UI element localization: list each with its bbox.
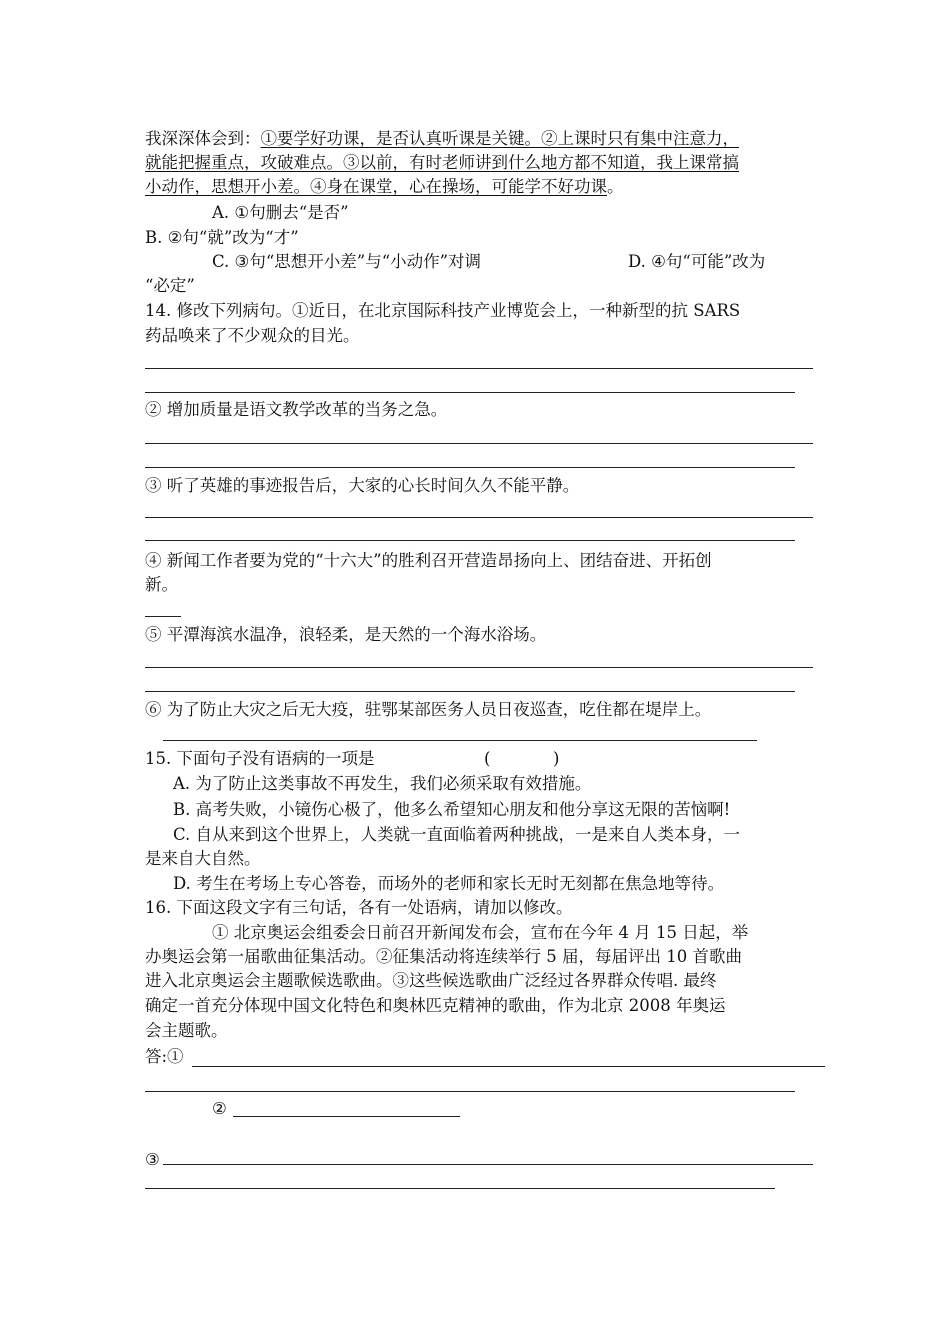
q15-title: 15. 下面句子没有语病的一项是 (145, 749, 375, 768)
q13-option-b: B. ②句“就”改为“才” (145, 228, 299, 247)
q15-option-a: A. 为了防止这类事故不再发生，我们必须采取有效措施。 (173, 774, 592, 793)
q13-stem-end: 。 (607, 177, 624, 196)
answer-line (145, 443, 813, 444)
q13-option-c: C. ③句“思想开小差”与“小动作”对调 (212, 252, 482, 271)
q15-option-c-line-2: 是来自大自然。 (145, 849, 261, 868)
q15-option-b: B. 高考失败，小镜伤心极了，他多么希望知心朋友和他分享这无限的苦恼啊! (173, 800, 731, 819)
answer-line (145, 368, 813, 369)
q14-sentence-2: ② 增加质量是语文教学改革的当务之急。 (145, 400, 448, 419)
q16-answer-3-label: ③ (145, 1150, 160, 1169)
q14-sentence-5: ⑤ 平潭海滨水温净，浪轻柔，是天然的一个海水浴场。 (145, 625, 547, 644)
q15-answer-paren-close: ) (553, 749, 560, 768)
answer-line (163, 1164, 813, 1165)
answer-line (145, 667, 813, 668)
answer-line (145, 392, 795, 393)
q15-answer-paren-open: ( (484, 749, 491, 768)
q13-stem-underlined-1: ①要学好功课，是否认真听课是关键。②上课时只有集中注意力， (260, 129, 739, 148)
q14-sentence-4-line-2: 新。 (145, 575, 178, 594)
q13-stem-lead: 我深深体会到： (145, 129, 261, 148)
answer-line (233, 1116, 460, 1117)
answer-line (145, 540, 795, 541)
q16-title: 16. 下面这段文字有三句话，各有一处语病，请加以修改。 (145, 898, 573, 917)
answer-line (145, 691, 795, 692)
q15-option-c-line-1: C. 自从来到这个世界上，人类就一直面临着两种挑战，一是来自人类本身，一 (173, 825, 741, 844)
q14-sentence-3: ③ 听了英雄的事迹报告后，大家的心长时间久久不能平静。 (145, 476, 580, 495)
q13-stem-underlined-3: 小动作，思想开小差。④身在课堂，心在操场，可能学不好功课 (145, 177, 607, 196)
answer-line (145, 1091, 795, 1092)
q16-passage-line-1: ① 北京奥运会组委会日前召开新闻发布会，宣布在今年 4 月 15 日起，举 (212, 923, 749, 942)
answer-line (145, 616, 181, 617)
answer-line (145, 517, 813, 518)
q14-title-2: 药品唤来了不少观众的目光。 (145, 326, 360, 345)
q14-sentence-6: ⑥ 为了防止大灾之后无大疫，驻鄂某部医务人员日夜巡查，吃住都在堤岸上。 (145, 700, 712, 719)
q13-stem-line-3 (145, 174, 624, 200)
q13-option-d: D. ④句“可能”改为 (628, 252, 766, 271)
q16-passage-line-2: 办奥运会第一届歌曲征集活动。②征集活动将连续举行 5 届，每届评出 10 首歌曲 (145, 947, 742, 966)
q15-title-line (145, 746, 375, 772)
answer-line (192, 1066, 825, 1067)
answer-line (145, 467, 795, 468)
q13-option-d-cont: “必定” (145, 276, 195, 295)
q16-passage-line-4: 确定一首充分体现中国文化特色和奥林匹克精神的歌曲，作为北京 2008 年奥运 (145, 996, 726, 1015)
q13-stem-underlined-2: 就能把握重点，攻破难点。③以前，有时老师讲到什么地方都不知道，我上课常搞 (145, 153, 739, 172)
q13-stem-line-2 (145, 150, 739, 176)
q14-sentence-4-line-1: ④ 新闻工作者要为党的“十六大”的胜利召开营造昂扬向上、团结奋进、开拓创 (145, 551, 712, 570)
q13-option-a: A. ①句删去“是否” (212, 203, 349, 222)
answer-line (145, 1188, 775, 1189)
q16-answer-1-label: 答:① (145, 1047, 184, 1066)
q13-stem-line-1 (145, 126, 739, 152)
answer-line (163, 740, 757, 741)
q16-passage-line-3: 进入北京奥运会主题歌候选歌曲。③这些候选歌曲广泛经过各界群众传唱. 最终 (145, 971, 717, 990)
q14-title-1: 14. 修改下列病句。①近日，在北京国际科技产业博览会上，一种新型的抗 SARS (145, 301, 741, 320)
q16-answer-2-label: ② (212, 1099, 227, 1118)
q15-option-d: D. 考生在考场上专心答卷，而场外的老师和家长无时无刻都在焦急地等待。 (173, 874, 725, 893)
q16-passage-line-5: 会主题歌。 (145, 1021, 228, 1040)
